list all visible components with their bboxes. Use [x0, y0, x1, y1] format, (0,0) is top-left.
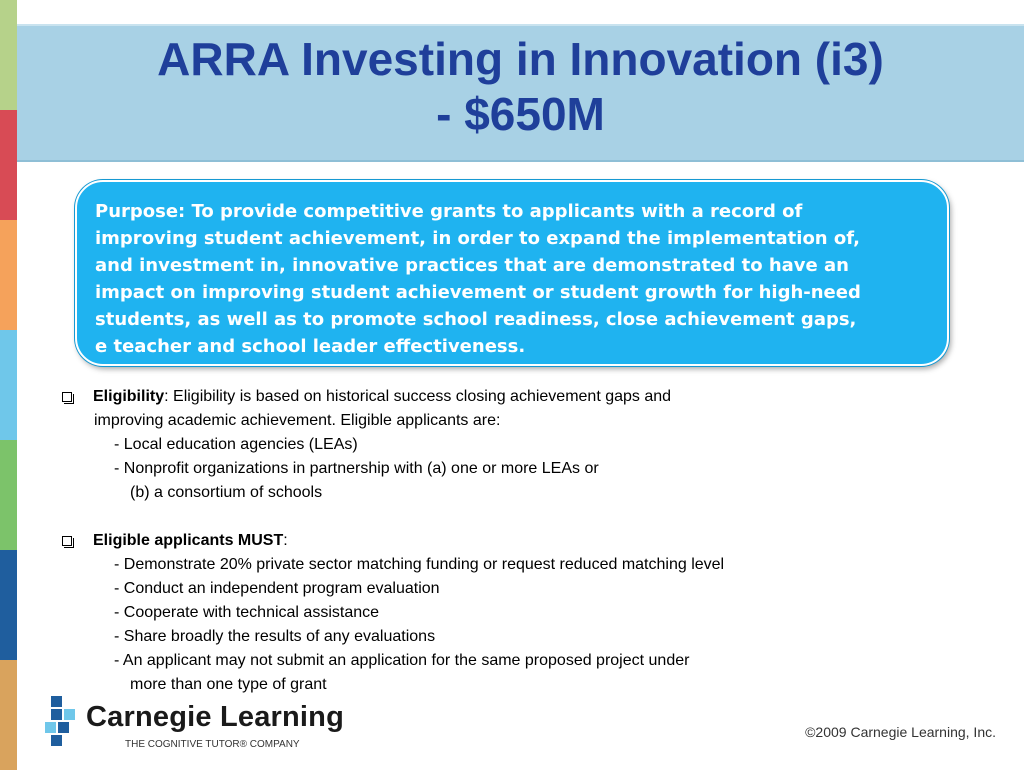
- color-stripe: [0, 330, 17, 440]
- purpose-line: e teacher and school leader effectiveness.: [95, 336, 526, 357]
- purpose-line: improving student achievement, in order to expand the implementation of,: [95, 228, 860, 249]
- logo-mark-icon: [45, 696, 81, 746]
- color-stripe: [0, 110, 17, 220]
- color-stripe: [0, 0, 17, 110]
- checkbox-bullet-icon: [62, 536, 72, 546]
- must-colon: :: [283, 532, 288, 549]
- title-line-1: ARRA Investing in Innovation (i3): [157, 33, 884, 85]
- left-color-stripes: [0, 0, 17, 768]
- color-stripe: [0, 550, 17, 660]
- carnegie-learning-logo: [45, 696, 365, 756]
- must-heading: Eligible applicants MUST: [93, 532, 284, 549]
- slide-body: [62, 385, 962, 697]
- list-item-continuation: more than one type of grant: [130, 676, 327, 693]
- list-item: - Cooperate with technical assistance: [114, 604, 380, 621]
- must-bullet: [62, 529, 962, 553]
- eligibility-intro-continued: improving academic achievement. Eligible applicants are:: [94, 412, 501, 429]
- color-stripe: [0, 660, 17, 770]
- logo-tagline: THE COGNITIVE TUTOR® COMPANY: [125, 739, 300, 750]
- purpose-line: impact on improving student achievement or student growth for high-need: [95, 282, 861, 303]
- logo-name: Carnegie Learning: [86, 701, 345, 733]
- purpose-line: students, as well as to promote school readiness, close achievement gaps,: [95, 309, 857, 330]
- purpose-line: and investment in, innovative practices that are demonstrated to have an: [95, 255, 849, 276]
- list-item: - Demonstrate 20% private sector matching funding or request reduced matching level: [114, 556, 725, 573]
- slide-title: [17, 32, 1024, 142]
- copyright-notice: ©2009 Carnegie Learning, Inc.: [805, 724, 996, 740]
- list-item: - Conduct an independent program evaluation: [114, 580, 440, 597]
- eligibility-bullet: [62, 385, 962, 409]
- purpose-line: Purpose: To provide competitive grants to applicants with a record of: [95, 201, 803, 222]
- eligibility-heading: Eligibility: [93, 388, 165, 405]
- list-item-continuation: (b) a consortium of schools: [130, 484, 323, 501]
- list-item: - Nonprofit organizations in partnership with (a) one or more LEAs or: [114, 460, 599, 477]
- purpose-box: [75, 180, 949, 366]
- color-stripe: [0, 440, 17, 550]
- eligibility-intro: : Eligibility is based on historical success closing achievement gaps and: [164, 388, 672, 405]
- list-item: - Share broadly the results of any evaluations: [114, 628, 436, 645]
- title-line-2: - $650M: [436, 88, 605, 140]
- checkbox-bullet-icon: [62, 392, 72, 402]
- color-stripe: [0, 220, 17, 330]
- list-item: - An applicant may not submit an application for the same proposed project under: [114, 652, 690, 669]
- list-item: - Local education agencies (LEAs): [114, 436, 358, 453]
